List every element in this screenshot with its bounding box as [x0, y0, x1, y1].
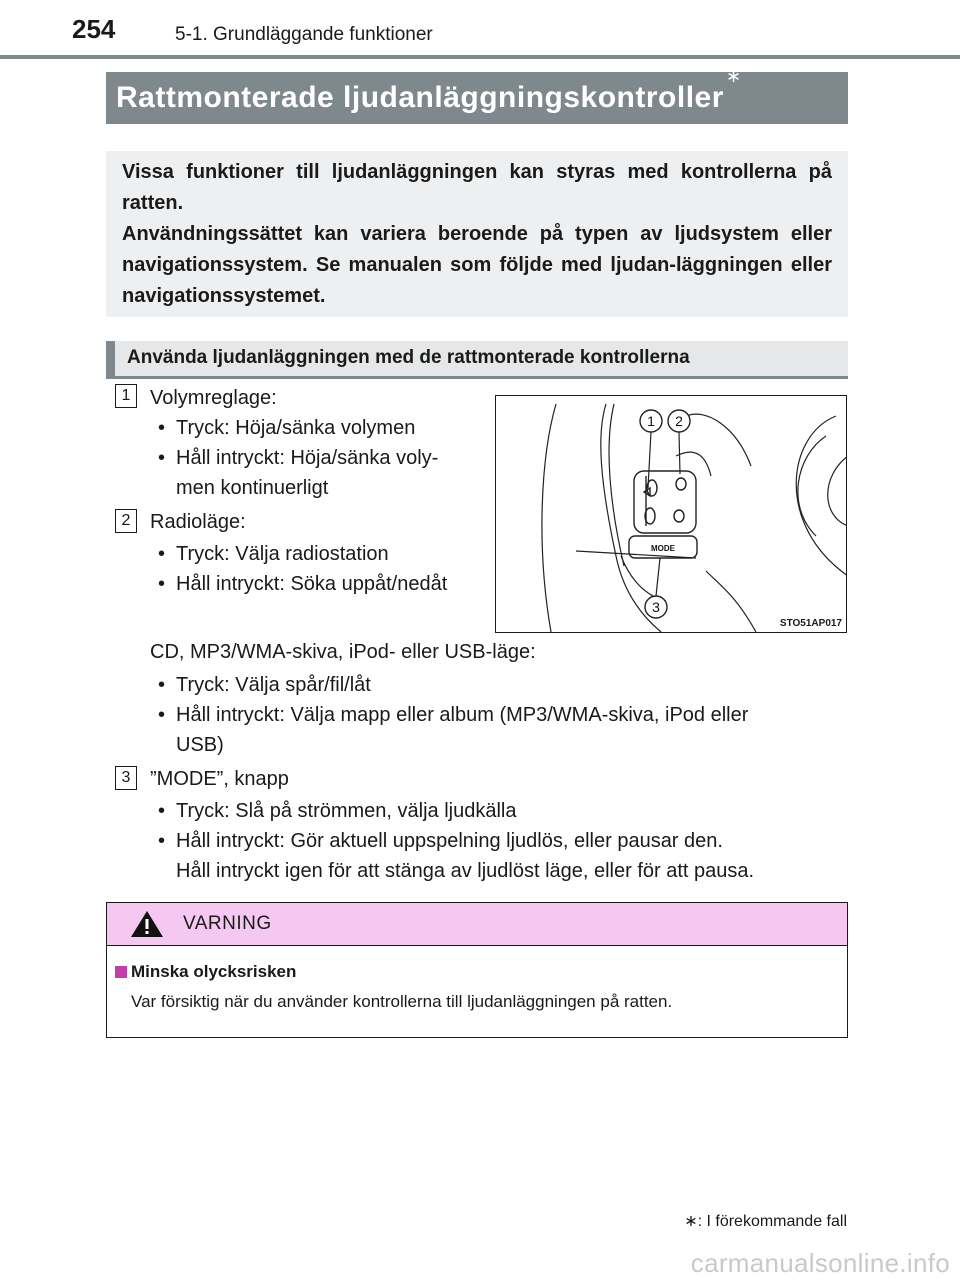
warning-triangle-icon: [129, 909, 165, 939]
bullet-text: Tryck: Välja spår/fil/låt: [176, 674, 371, 696]
warning-header: [107, 903, 847, 946]
header-rule: [0, 55, 960, 59]
steering-controls-figure: [495, 395, 847, 633]
bullet-continuation: USB): [176, 734, 224, 756]
bullet-text: Håll intryckt: Gör aktuell uppspelning ljudlös, eller pausar den.: [176, 830, 723, 852]
bullet-continuation: Håll intryckt igen för att stänga av ljudlöst läge, eller för att pausa.: [176, 860, 755, 882]
warning-text: Var försiktig när du använder kontrollerna till ljudanläggningen på ratten.: [131, 992, 673, 1011]
bullet-text: Tryck: Slå på strömmen, välja ljudkälla: [176, 800, 517, 822]
page-number: 254: [72, 14, 116, 44]
bullet-continuation: men kontinuerligt: [176, 477, 329, 499]
mode-button-label: MODE: [651, 544, 675, 553]
item-number-3: 3: [115, 766, 137, 790]
item-number-2: 2: [115, 509, 137, 533]
footnote: ∗: I förekommande fall: [684, 1213, 847, 1230]
section-title: Rattmonterade ljudanläggningskontroller: [116, 81, 724, 114]
callout-1: 1: [647, 413, 655, 429]
bullet-text: Tryck: Höja/sänka volymen: [176, 417, 416, 439]
item-2-title: Radioläge:: [150, 511, 246, 533]
item-2-subtitle: CD, MP3/WMA-skiva, iPod- eller USB-läge:: [150, 641, 536, 663]
watermark: carmanualsonline.info: [690, 1248, 950, 1278]
item-number-1: 1: [115, 384, 137, 408]
title-asterisk: ∗: [725, 66, 741, 86]
item-1-title: Volymreglage:: [150, 387, 277, 409]
intro-line-1: Vissa funktioner till ljudanläggningen kan styras med kontrollerna på ratten.: [122, 161, 832, 214]
section-title-bar: [106, 66, 848, 124]
bullet-text: Håll intryckt: Söka uppåt/nedåt: [176, 573, 448, 595]
callout-2: 2: [675, 413, 683, 429]
item-3-title: ”MODE”, knapp: [150, 768, 289, 790]
warning-label: VARNING: [183, 913, 272, 934]
figure-code: STO51AP017: [779, 618, 842, 629]
warning-box: [106, 902, 848, 1038]
intro-line-2: Användningssättet kan variera beroende på typen av ljudsystem eller navigationssystem. Se manualen som följde med ljudan-läggningen eller navigationssystemet.: [122, 223, 832, 307]
callout-3: 3: [652, 599, 660, 615]
steering-wheel-illustration: [496, 396, 847, 633]
warning-title: Minska olycksrisken: [131, 962, 297, 981]
bullet-text: Tryck: Välja radiostation: [176, 543, 389, 565]
intro-box: [106, 151, 848, 317]
warning-bullet-marker: [115, 966, 127, 978]
bullet-text: Håll intryckt: Höja/sänka voly-: [176, 447, 439, 469]
sub-heading: Använda ljudanläggningen med de rattmonterade kontrollerna: [106, 341, 848, 379]
chapter-title: 5-1. Grundläggande funktioner: [175, 24, 433, 45]
bullet-text: Håll intryckt: Välja mapp eller album (MP3/WMA-skiva, iPod eller: [176, 704, 749, 726]
